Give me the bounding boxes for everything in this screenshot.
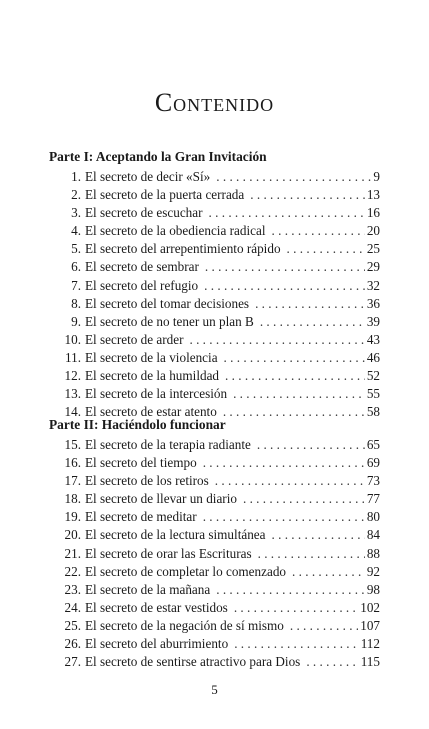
entry-number: 1. [71,169,81,184]
entry-title: El secreto de escuchar [85,205,203,221]
entry-page-number: 65 [366,437,380,452]
entry-title: El secreto del tomar decisiones [85,295,250,311]
entry-title: El secreto de la terapia radiante [85,437,251,452]
entry-number: 24. [64,599,81,615]
dot-leader [257,436,365,454]
entry-number: 15. [64,437,81,452]
entry-page-number: 20 [366,223,380,239]
entry-page-number: 43 [366,331,380,347]
entry-title: El secreto de estar atento [85,404,217,420]
entry-page-number: 32 [366,277,380,293]
dot-leader [272,222,365,240]
dot-leader [209,204,365,222]
entry-title: El secreto de arder [85,331,184,347]
toc-entry [49,367,380,385]
part-heading: Parte II: Haciéndolo funcionar [49,417,226,432]
entry-number: 22. [64,563,81,579]
entry-page-number: 84 [366,527,380,543]
toc-entry [49,454,380,472]
dot-leader [258,545,365,563]
toc-entry [49,295,380,313]
entry-title: El secreto de la violencia [85,349,218,365]
entry-number: 7. [71,277,81,293]
entry-number: 20. [64,527,81,543]
dot-leader [215,472,365,490]
dot-leader [255,295,365,313]
dot-leader [306,653,358,671]
dot-leader [234,599,358,617]
entry-page-number: 98 [366,581,380,597]
toc-entry [49,599,380,617]
dot-leader [224,349,365,367]
entry-number: 2. [71,187,81,203]
dot-leader [290,617,358,635]
entry-number: 4. [71,223,81,239]
entry-page-number: 39 [366,313,380,329]
dot-leader [203,508,365,526]
entry-number: 8. [71,295,81,311]
page-number: 5 [211,682,218,697]
entry-title: El secreto de la mañana [85,581,211,597]
toc-entry [49,581,380,599]
entry-page-number: 16 [366,205,380,221]
entry-title: El secreto de orar las Escrituras [85,545,252,561]
toc-entry [49,472,380,490]
entry-page-number: 13 [366,187,380,203]
entry-title: El secreto de decir «Sí» [85,169,211,184]
dot-leader [250,186,365,204]
dot-leader [205,258,365,276]
page-title: Contenido [154,88,275,117]
dot-leader [260,313,365,331]
entry-number: 21. [64,545,81,561]
entry-page-number: 77 [366,491,380,507]
entry-page-number: 52 [366,368,380,384]
entry-number: 23. [64,581,81,597]
entry-title: El secreto del tiempo [85,455,197,471]
entry-number: 5. [71,241,81,257]
dot-leader [292,563,365,581]
dot-leader [203,454,365,472]
entry-title: El secreto del arrepentimiento rápido [85,241,281,257]
entry-list [49,436,380,671]
entry-page-number: 115 [360,654,380,670]
entry-number: 27. [64,654,81,670]
entry-title: El secreto de la lectura simultánea [85,527,266,543]
entry-title: El secreto de sentirse atractivo para Dios [85,654,301,670]
entry-page-number: 9 [373,169,380,184]
toc-entry [49,168,380,186]
entry-title: El secreto de no tener un plan B [85,313,254,329]
dot-leader [272,526,365,544]
dot-leader [287,240,365,258]
entry-page-number: 112 [360,636,380,652]
dot-leader [234,635,359,653]
toc-entry [49,526,380,544]
toc-entry [49,349,380,367]
entry-title: El secreto de meditar [85,509,197,525]
entry-page-number: 58 [366,404,380,420]
dot-leader [243,490,365,508]
toc-entry [49,545,380,563]
entry-number: 25. [64,617,81,633]
entry-number: 26. [64,636,81,652]
part-heading: Parte I: Aceptando la Gran Invitación [49,149,267,164]
entry-number: 10. [64,331,81,347]
entry-number: 18. [64,491,81,507]
toc-entry [49,563,380,581]
entry-number: 13. [64,386,81,402]
entry-page-number: 25 [366,241,380,257]
toc-entry [49,490,380,508]
dot-leader [216,581,365,599]
entry-title: El secreto de la puerta cerrada [85,187,245,203]
entry-title: El secreto de los retiros [85,473,209,489]
toc-entry [49,508,380,526]
entry-page-number: 29 [366,259,380,275]
entry-page-number: 73 [366,473,380,489]
toc-entry [49,186,380,204]
entry-title: El secreto de la intercesión [85,386,228,402]
dot-leader [204,277,365,295]
entry-title: El secreto de la obediencia radical [85,223,266,239]
toc-entry [49,240,380,258]
toc-entry [49,385,380,403]
entry-number: 16. [64,455,81,471]
dot-leader [233,385,365,403]
entry-page-number: 55 [366,386,380,402]
part-section [49,148,380,421]
toc-entry [49,331,380,349]
dot-leader [216,168,371,186]
toc-entry [49,635,380,653]
entry-page-number: 46 [366,349,380,365]
dot-leader [225,367,365,385]
toc-entry [49,277,380,295]
toc-entry [49,258,380,276]
entry-page-number: 88 [366,545,380,561]
entry-title: El secreto del aburrimiento [85,636,229,652]
entry-page-number: 36 [366,295,380,311]
entry-number: 17. [64,473,81,489]
entry-number: 12. [64,368,81,384]
entry-number: 3. [71,205,81,221]
entry-title: El secreto de la humildad [85,368,220,384]
toc-entry [49,436,380,454]
entry-number: 9. [71,313,81,329]
toc-entry [49,617,380,635]
entry-page-number: 107 [360,617,380,633]
entry-page-number: 102 [360,599,380,615]
entry-number: 6. [71,259,81,275]
entry-title: El secreto de completar lo comenzado [85,563,287,579]
entry-title: El secreto de la negación de sí mismo [85,617,284,633]
entry-page-number: 80 [366,509,380,525]
entry-title: El secreto de estar vestidos [85,599,228,615]
dot-leader [189,331,364,349]
entry-number: 14. [64,404,81,420]
entry-list [49,168,380,421]
entry-number: 19. [64,509,81,525]
toc-entry [49,204,380,222]
toc-entry [49,653,380,671]
toc-entry [49,222,380,240]
entry-page-number: 92 [366,563,380,579]
part-section [49,416,380,671]
entry-title: El secreto de llevar un diario [85,491,237,507]
entry-number: 11. [65,349,81,365]
toc-entry [49,313,380,331]
entry-title: El secreto del refugio [85,277,199,293]
entry-title: El secreto de sembrar [85,259,199,275]
entry-page-number: 69 [366,455,380,471]
